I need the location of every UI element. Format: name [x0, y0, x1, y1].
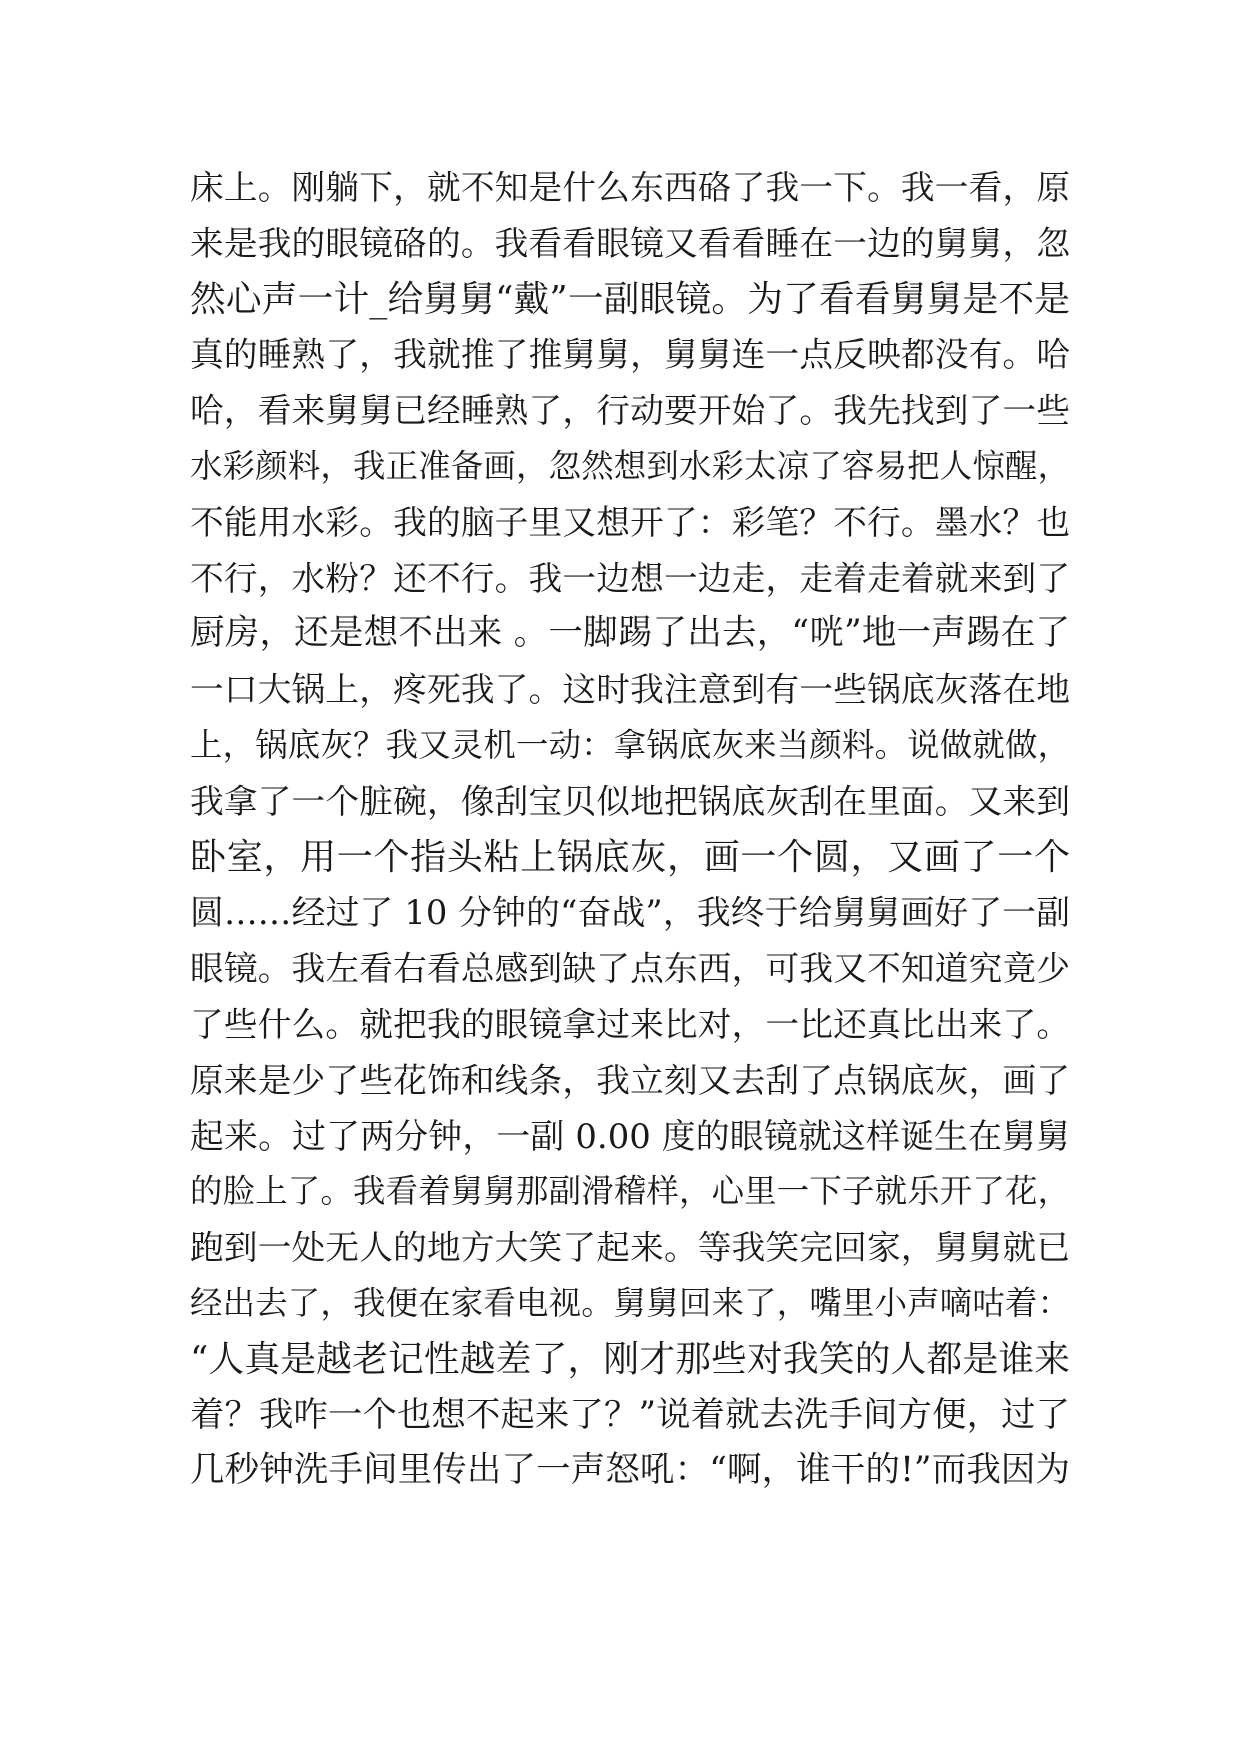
text-line: 不行，水粉？还不行。我一边想一边走，走着走着就来到了 [190, 558, 1070, 598]
text-line: 不能用水彩。我的脑子里又想开了：彩笔？不行。墨水？也 [190, 502, 1070, 542]
text-line: 然心声一计_给舅舅“戴”一副眼镜。为了看看舅舅是不是 [190, 278, 1070, 320]
text-line: 着？我咋一个也想不起来了？”说着就去洗手间方便，过了 [190, 1394, 1070, 1435]
text-line: 几秒钟洗手间里传出了一声怒吼：“啊，谁干的!”而我因为 [190, 1450, 1070, 1491]
text-line: 原来是少了些花饰和线条，我立刻又去刮了点锅底灰，画了 [190, 1060, 1070, 1100]
text-line: 的脸上了。我看着舅舅那副滑稽样，心里一下子就乐开了花， [190, 1172, 1070, 1211]
text-line: 了些什么。就把我的眼镜拿过来比对，一比还真比出来了。 [190, 1004, 1070, 1044]
text-line: 卧室，用一个指头粘上锅底灰，画一个圆，又画了一个 [190, 836, 1070, 878]
text-line: 上，锅底灰？我又灵机一动：拿锅底灰来当颜料。说做就做， [190, 725, 1070, 764]
text-line: 床上。刚躺下，就不知是什么东西硌了我一下。我一看，原 [190, 168, 1070, 207]
text-line: 我拿了一个脏碗，像刮宝贝似地把锅底灰刮在里面。又来到 [190, 781, 1070, 821]
text-line: 真的睡熟了，我就推了推舅舅，舅舅连一点反映都没有。哈 [190, 335, 1070, 375]
body-text [190, 160, 1070, 1499]
text-line: 圆……经过了 10 分钟的“奋战”，我终于给舅舅画好了一副 [190, 893, 1070, 933]
text-line: 跑到一处无人的地方大笑了起来。等我笑完回家，舅舅就已 [190, 1228, 1070, 1268]
text-line: 经出去了，我便在家看电视。舅舅回来了，嘴里小声嘀咕着： [190, 1283, 1070, 1322]
text-line: “人真是越老记性越差了，刚才那些对我笑的人都是谁来 [190, 1338, 1070, 1380]
text-line: 起来。过了两分钟，一副 0.00 度的眼镜就这样诞生在舅舅 [190, 1116, 1070, 1156]
text-line: 厨房，还是想不出来 。一脚踢了出去，“咣”地一声踢在了 [190, 613, 1070, 654]
text-line: 来是我的眼镜硌的。我看看眼镜又看看睡在一边的舅舅，忽 [190, 223, 1070, 263]
text-line: 水彩颜料，我正准备画，忽然想到水彩太凉了容易把人惊醒， [190, 446, 1070, 485]
text-line: 哈，看来舅舅已经睡熟了，行动要开始了。我先找到了一些 [190, 391, 1070, 431]
text-line: 眼镜。我左看右看总感到缺了点东西，可我又不知道究竟少 [190, 949, 1070, 989]
text-line: 一口大锅上，疼死我了。这时我注意到有一些锅底灰落在地 [190, 670, 1070, 710]
